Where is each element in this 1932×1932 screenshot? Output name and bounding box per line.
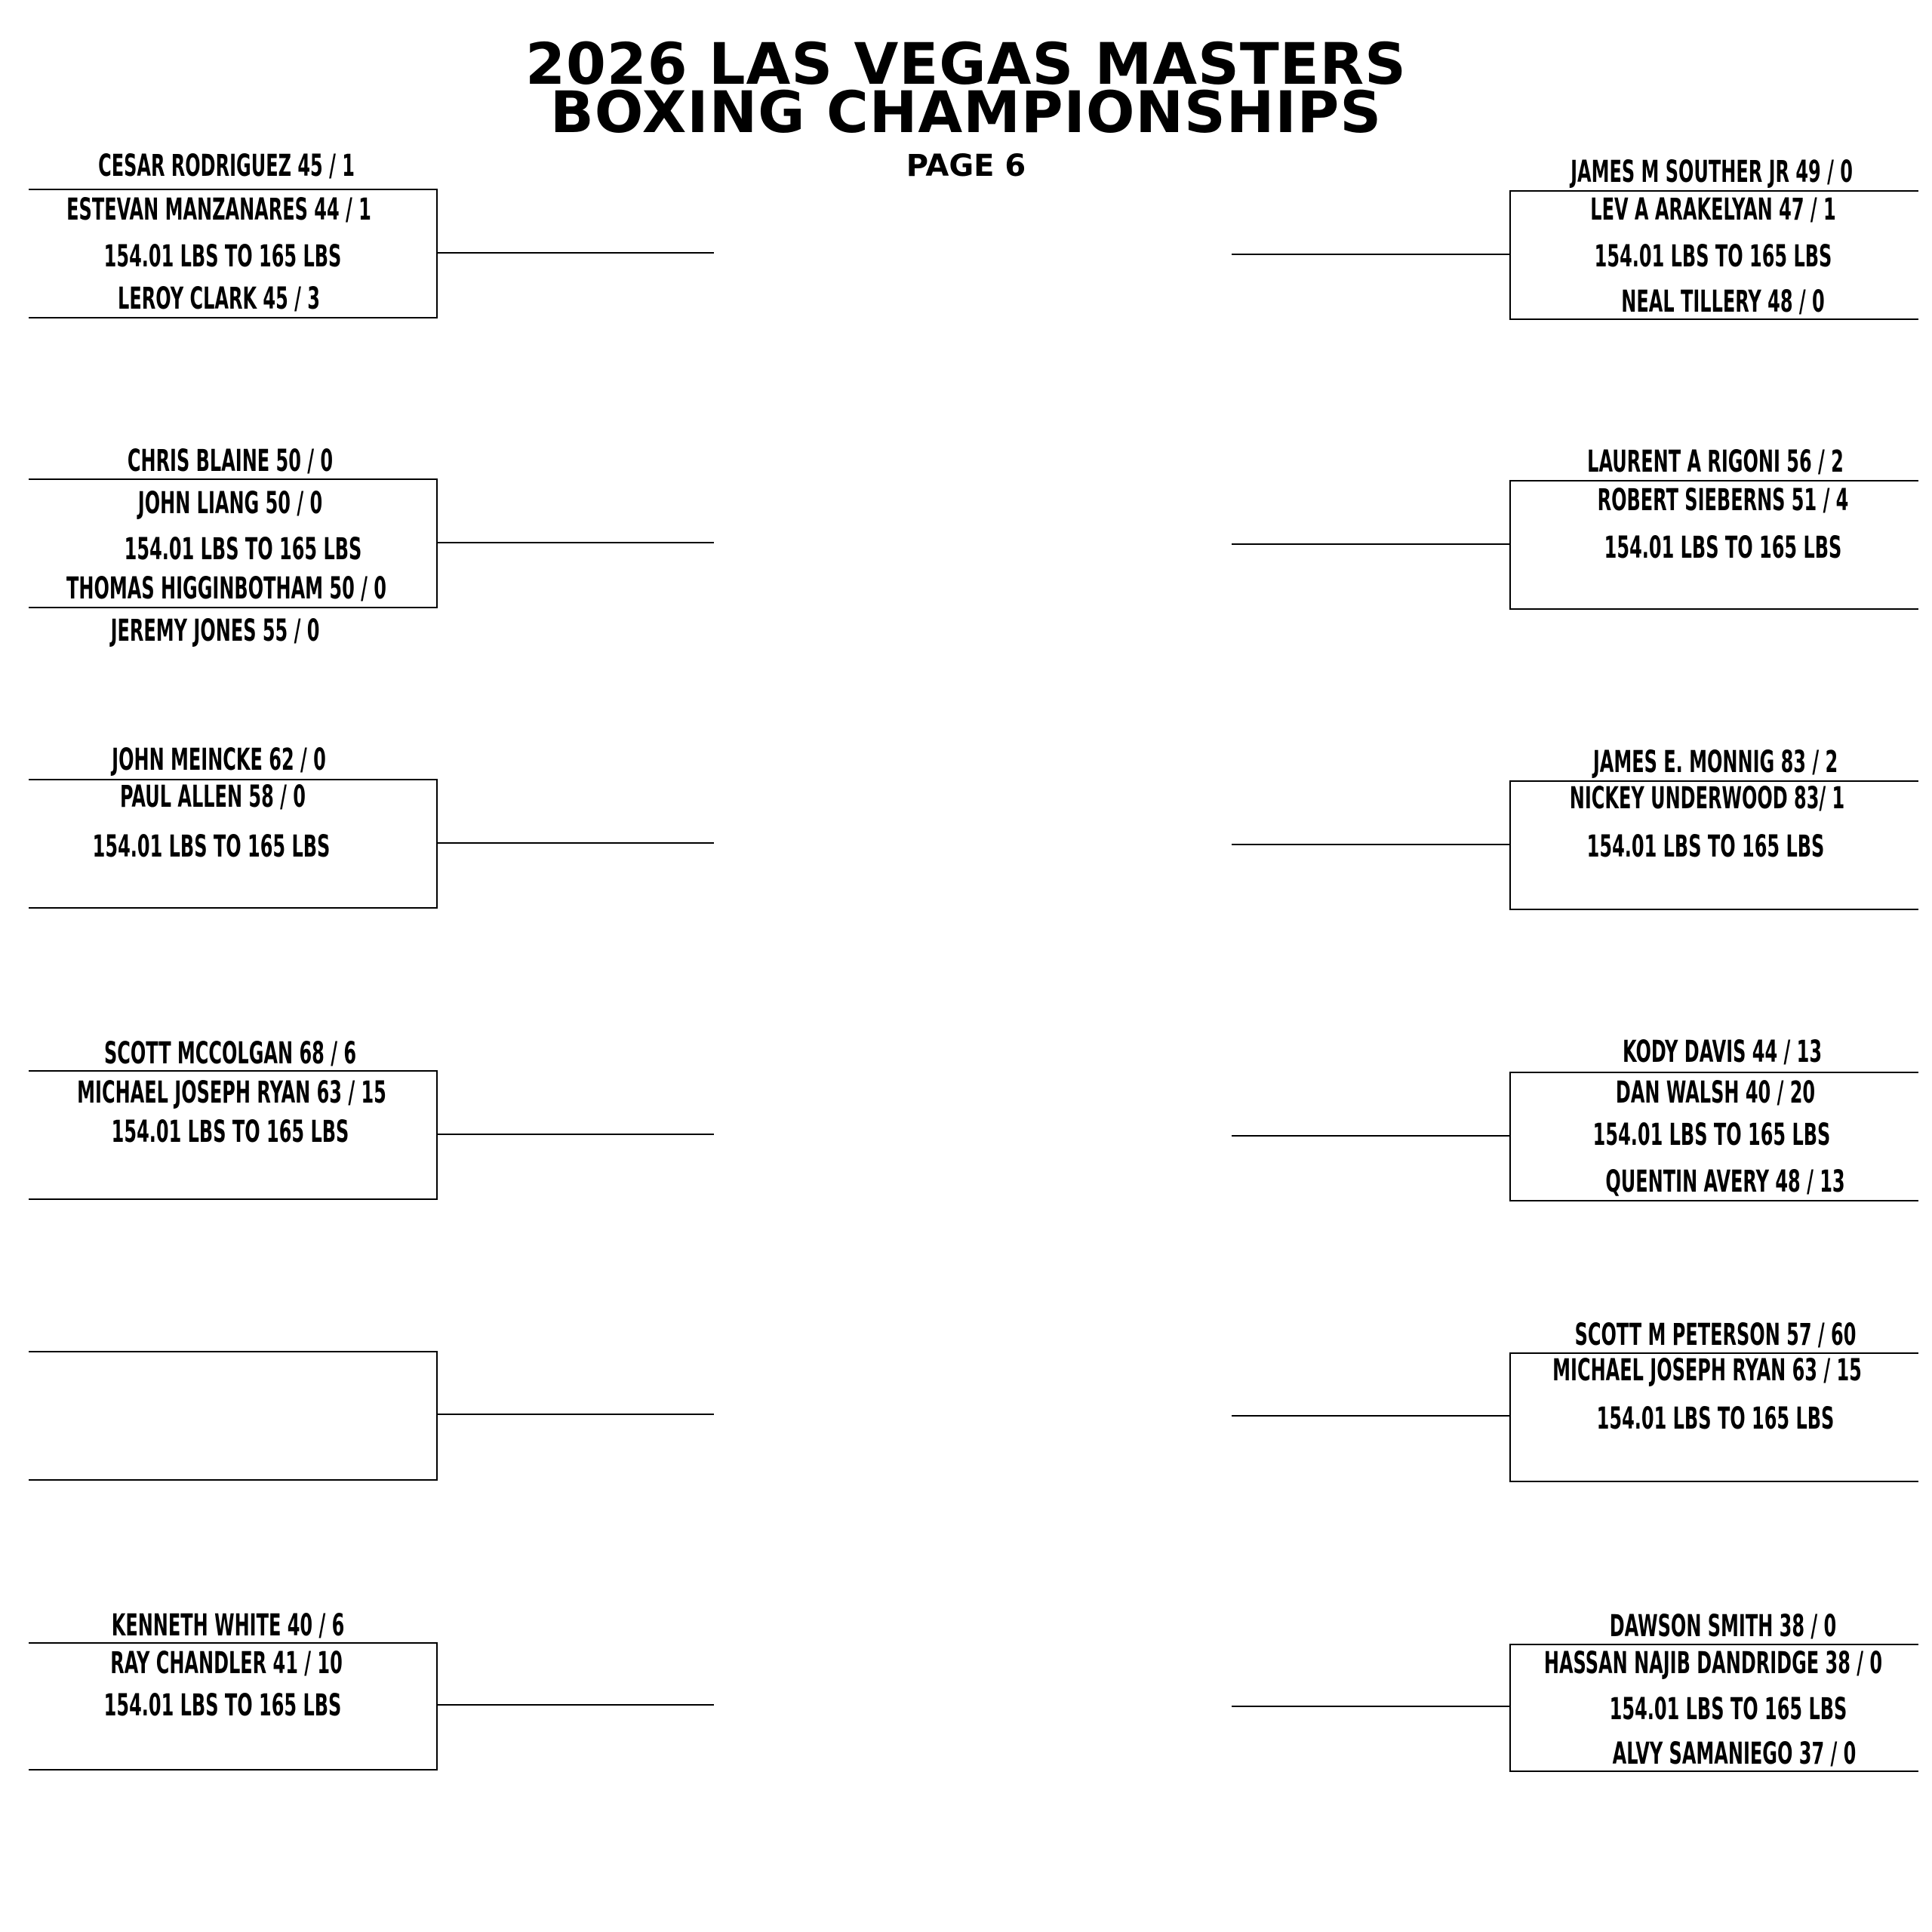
fighter-alternate: ALVY SAMANIEGO 37 / 0 bbox=[1612, 1737, 1857, 1771]
weight-class: 154.01 LBS TO 165 LBS bbox=[1592, 1118, 1831, 1152]
bracket-connector bbox=[1509, 480, 1511, 610]
bracket-connector bbox=[1509, 780, 1511, 910]
bracket-advance-line bbox=[1232, 1706, 1511, 1707]
bracket-advance-line bbox=[436, 1704, 714, 1706]
fighter-top: DAWSON SMITH 38 / 0 bbox=[1609, 1609, 1837, 1644]
weight-class: 154.01 LBS TO 165 LBS bbox=[103, 239, 342, 274]
bracket-connector bbox=[436, 189, 438, 318]
fighter-top: CESAR RODRIGUEZ 45 / 1 bbox=[98, 149, 355, 183]
bracket-connector bbox=[1509, 1352, 1511, 1482]
bracket-advance-line bbox=[1232, 1135, 1511, 1137]
fighter-top: JOHN MEINCKE 62 / 0 bbox=[112, 743, 326, 777]
bracket-advance-line bbox=[436, 842, 714, 844]
bracket-connector bbox=[436, 478, 438, 608]
bracket-connector bbox=[436, 1642, 438, 1770]
weight-class: 154.01 LBS TO 165 LBS bbox=[124, 532, 362, 567]
weight-class: 154.01 LBS TO 165 LBS bbox=[1586, 829, 1825, 864]
fighter-alternate: JEREMY JONES 55 / 0 bbox=[110, 614, 320, 648]
fighter-bottom: RAY CHANDLER 41 / 10 bbox=[110, 1646, 343, 1681]
bracket-connector bbox=[436, 779, 438, 909]
fighter-alternate: LEROY CLARK 45 / 3 bbox=[118, 281, 320, 316]
fighter-top: SCOTT M PETERSON 57 / 60 bbox=[1574, 1318, 1857, 1352]
bracket-connector bbox=[436, 1070, 438, 1200]
bracket-bottom-line bbox=[1509, 909, 1918, 910]
weight-class: 154.01 LBS TO 165 LBS bbox=[111, 1115, 349, 1149]
fighter-alternate: QUENTIN AVERY 48 / 13 bbox=[1605, 1164, 1845, 1199]
fighter-top: KODY DAVIS 44 / 13 bbox=[1622, 1035, 1823, 1069]
fighter-bottom: MICHAEL JOSEPH RYAN 63 / 15 bbox=[77, 1075, 386, 1110]
weight-class: 154.01 LBS TO 165 LBS bbox=[1609, 1692, 1847, 1727]
bracket-top-line bbox=[1509, 480, 1918, 481]
bracket-advance-line bbox=[1232, 1415, 1511, 1417]
weight-class: 154.01 LBS TO 165 LBS bbox=[92, 829, 331, 864]
fighter-top: LAURENT A RIGONI 56 / 2 bbox=[1587, 445, 1844, 479]
bracket-top-line bbox=[29, 1351, 438, 1352]
bracket-bottom-line bbox=[29, 1769, 438, 1770]
bracket-bottom-line bbox=[1509, 1481, 1918, 1482]
bracket-advance-line bbox=[1232, 543, 1511, 545]
bracket-advance-line bbox=[436, 252, 714, 254]
fighter-bottom: HASSAN NAJIB DANDRIDGE 38 / 0 bbox=[1543, 1646, 1883, 1681]
fighter-bottom: NICKEY UNDERWOOD 83/ 1 bbox=[1569, 781, 1845, 816]
bracket-advance-line bbox=[436, 1414, 714, 1415]
bracket-bottom-line bbox=[29, 1198, 438, 1200]
fighter-bottom: MICHAEL JOSEPH RYAN 63 / 15 bbox=[1552, 1353, 1862, 1388]
bracket-connector bbox=[1509, 1644, 1511, 1772]
bracket-advance-line bbox=[436, 542, 714, 543]
fighter-bottom: ROBERT SIEBERNS 51 / 4 bbox=[1597, 483, 1849, 518]
bracket-top-line bbox=[1509, 1072, 1918, 1073]
weight-class: 154.01 LBS TO 165 LBS bbox=[1604, 531, 1842, 565]
bracket-connector bbox=[436, 1351, 438, 1481]
fighter-alternate: THOMAS HIGGINBOTHAM 50 / 0 bbox=[66, 571, 386, 606]
fighter-top: CHRIS BLAINE 50 / 0 bbox=[127, 444, 334, 478]
fighter-alternate: NEAL TILLERY 48 / 0 bbox=[1621, 285, 1825, 319]
bracket-advance-line bbox=[1232, 844, 1511, 845]
bracket-bottom-line bbox=[29, 1479, 438, 1481]
weight-class: 154.01 LBS TO 165 LBS bbox=[1596, 1401, 1835, 1436]
bracket-bottom-line bbox=[29, 317, 438, 318]
page-title-line-2: BOXING CHAMPIONSHIPS bbox=[549, 78, 1383, 146]
bracket-bottom-line bbox=[1509, 1200, 1918, 1201]
fighter-bottom: JOHN LIANG 50 / 0 bbox=[137, 486, 323, 521]
weight-class: 154.01 LBS TO 165 LBS bbox=[103, 1688, 342, 1723]
bracket-advance-line bbox=[436, 1134, 714, 1135]
fighter-bottom: ESTEVAN MANZANARES 44 / 1 bbox=[66, 192, 371, 227]
fighter-bottom: LEV A ARAKELYAN 47 / 1 bbox=[1590, 192, 1836, 227]
bracket-bottom-line bbox=[29, 907, 438, 909]
bracket-connector bbox=[1509, 190, 1511, 320]
page-title-line-1: 2026 LAS VEGAS MASTERS bbox=[525, 30, 1407, 97]
fighter-top: JAMES M SOUTHER JR 49 / 0 bbox=[1571, 155, 1853, 189]
bracket-connector bbox=[1509, 1072, 1511, 1201]
fighter-bottom: PAUL ALLEN 58 / 0 bbox=[120, 780, 306, 814]
bracket-top-line bbox=[29, 189, 438, 190]
bracket-bottom-line bbox=[29, 607, 438, 608]
fighter-bottom: DAN WALSH 40 / 20 bbox=[1615, 1075, 1816, 1110]
bracket-bottom-line bbox=[1509, 608, 1918, 610]
fighter-top: KENNETH WHITE 40 / 6 bbox=[111, 1608, 345, 1643]
bracket-advance-line bbox=[1232, 254, 1511, 255]
weight-class: 154.01 LBS TO 165 LBS bbox=[1594, 239, 1832, 274]
fighter-top: JAMES E. MONNIG 83 / 2 bbox=[1592, 745, 1838, 780]
page-number: PAGE 6 bbox=[906, 149, 1026, 183]
fighter-top: SCOTT MCCOLGAN 68 / 6 bbox=[103, 1036, 357, 1071]
